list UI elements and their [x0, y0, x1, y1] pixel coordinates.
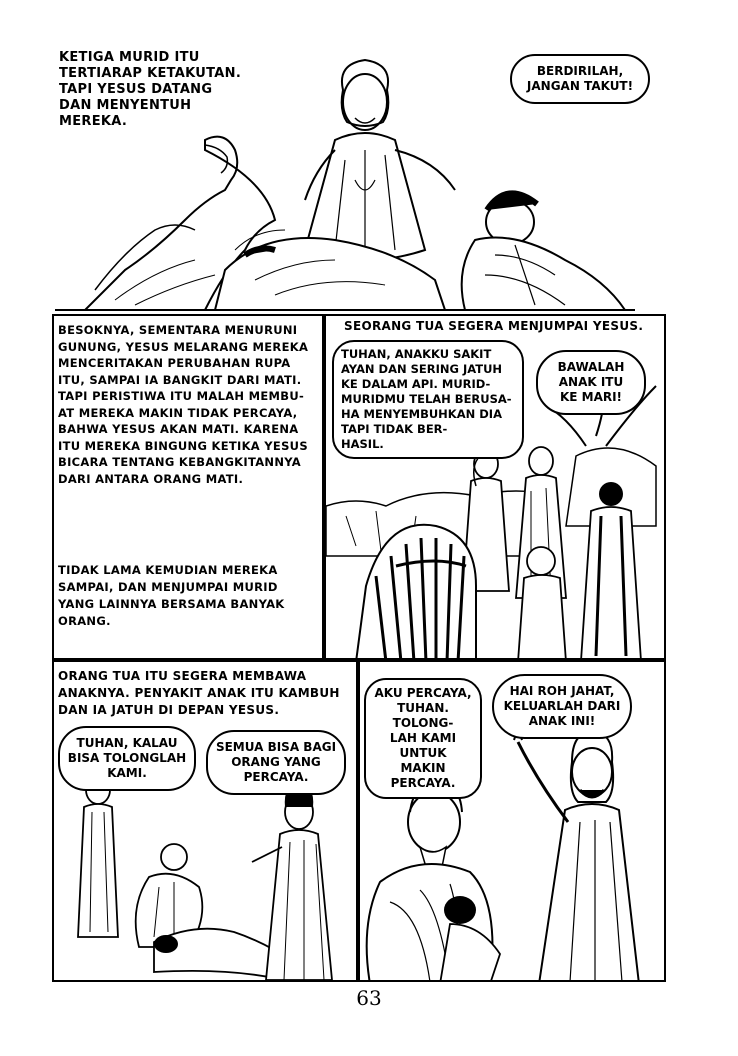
panel-4-speech-bubble-left: TUHAN, KALAU BISA TOLONGLAH KAMI. [58, 726, 196, 791]
panel-1 [55, 40, 635, 312]
panel-4-caption: ORANG TUA ITU SEGERA MEMBAWA ANAKNYA. PENYAKIT ANAK ITU KAMBUH DAN IA JATUH DI DEPAN YESUS. [58, 669, 340, 717]
panel-2-caption-bottom: TIDAK LAMA KEMUDIAN MEREKA SAMPAI, DAN MENJUMPAI MURID YANG LAINNYA BERSAMA BANYAK ORANG. [58, 563, 285, 628]
panel-1-speech-bubble: BERDIRILAH, JANGAN TAKUT! [510, 54, 650, 104]
panel-2 [52, 314, 324, 660]
panel-4 [52, 660, 358, 982]
panel-3 [324, 314, 666, 660]
panel-3-caption: SEORANG TUA SEGERA MENJUMPAI YESUS. [344, 319, 644, 333]
panel-3-speech-bubble-left: TUHAN, ANAKKU SAKIT AYAN DAN SERING JATUH KE DALAM API. MURID- MURIDMU TELAH BERUSA- HA MENYEMBUHKAN DIA TAPI TIDAK BER- HASIL. [332, 340, 524, 459]
panel-4-speech-bubble-right: SEMUA BISA BAGI ORANG YANG PERCAYA. [206, 730, 346, 795]
page-number: 63 [356, 986, 382, 1010]
panel-3-speech-bubble-right: BAWALAH ANAK ITU KE MARI! [536, 350, 646, 415]
panel-5-speech-bubble-left: AKU PERCAYA, TUHAN. TOLONG- LAH KAMI UNTUK MAKIN PERCAYA. [364, 678, 482, 799]
panel-2-caption-top: BESOKNYA, SEMENTARA MENURUNI GUNUNG, YESUS MELARANG MEREKA MENCERITAKAN PERUBAHAN RUPA ITU, SAMPAI IA BANGKIT DARI MATI. TAPI PERISTIWA ITU MALAH MEMBU- AT MEREKA MAKIN TIDAK PERCAYA, BAHWA YESUS AKAN MATI. KARENA ITU MEREKA BINGUNG KETIKA YESUS BICARA TENTANG KEBANGKITANNYA DARI ANTARA ORANG MATI. [58, 323, 309, 486]
panel-1-caption: KETIGA MURID ITU TERTIARAP KETAKUTAN. TAPI YESUS DATANG DAN MENYENTUH MEREKA. [59, 50, 242, 129]
panel-5-speech-bubble-right: HAI ROH JAHAT, KELUARLAH DARI ANAK INI! [492, 674, 632, 739]
panel-5 [358, 660, 666, 982]
